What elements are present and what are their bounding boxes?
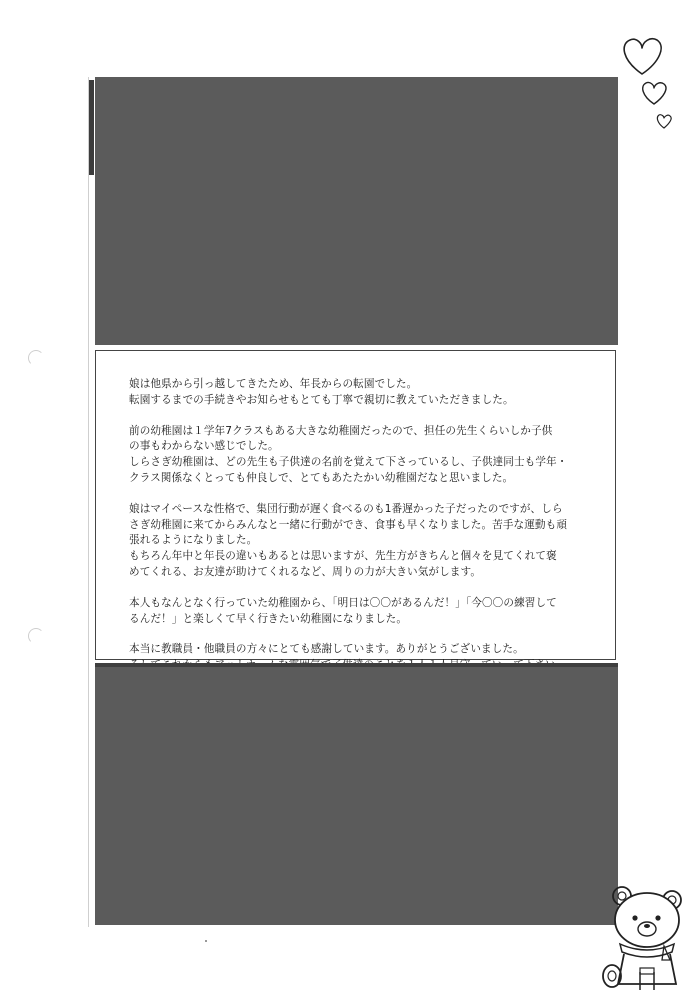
letter-line: 前の幼稚園は１学年7クラスもある大きな幼稚園だったので、担任の先生くらいしか子供 xyxy=(129,424,553,437)
letter-line: の事もわからない感じでした。 xyxy=(129,440,279,453)
teddy-bear-doodle-icon xyxy=(600,880,695,995)
letter-line: 転園するまでの手続きやお知らせもとても丁寧で親切に教えていただきました。 xyxy=(129,393,514,406)
letter-paragraph xyxy=(129,424,599,487)
letter-line: 本人もなんとなく行っていた幼稚園から、「明日は〇〇があるんだ！」「今〇〇の練習して xyxy=(129,596,557,609)
hearts-doodle-icon xyxy=(614,30,684,135)
letter-line: さぎ幼稚園に来てからみんなと一緒に行動ができ、食事も早くなりました。苦手な運動も頑 xyxy=(129,518,568,531)
letter-paragraph xyxy=(129,596,599,628)
letter-line: めてくれる、お友達が助けてくれるなど、周りの力が大きい気がします。 xyxy=(129,565,482,578)
punch-hole-mark xyxy=(28,350,44,366)
letter-line: 娘は他県から引っ越してきたため、年長からの転園でした。 xyxy=(129,378,418,390)
letter-paragraph xyxy=(129,377,599,409)
letter-line: しらさぎ幼稚園は、どの先生も子供達の名前を覚えて下さっているし、子供達同士も学年・ xyxy=(129,456,568,469)
letter-line: 張れるようになりました。 xyxy=(129,534,258,547)
redacted-block-top-edge xyxy=(89,80,94,175)
letter-line: るんだ！」と楽しくて早く行きたい幼稚園になりました。 xyxy=(129,612,408,625)
letter-line: もちろん年中と年長の違いもあるとは思いますが、先生方がきちんと個々を見てくれて褒 xyxy=(129,550,557,563)
punch-hole-mark xyxy=(28,628,44,644)
redacted-block-top xyxy=(95,77,618,345)
testimonial-letter xyxy=(95,350,616,660)
letter-line: 本当に教職員・他職員の方々にとても感謝しています。ありがとうございました。 xyxy=(129,643,524,656)
scan-speck xyxy=(205,940,207,942)
redacted-block-bottom xyxy=(95,663,618,925)
letter-paragraph xyxy=(129,502,599,581)
letter-line: クラス関係なくとっても仲良しで、とてもあたたかい幼稚園だなと思いました。 xyxy=(129,471,514,484)
letter-line: 娘はマイペースな性格で、集団行動が遅く食べるのも1番遅かった子だったのですが、しら xyxy=(129,502,563,515)
redacted-block-bottom-edge xyxy=(95,663,618,667)
